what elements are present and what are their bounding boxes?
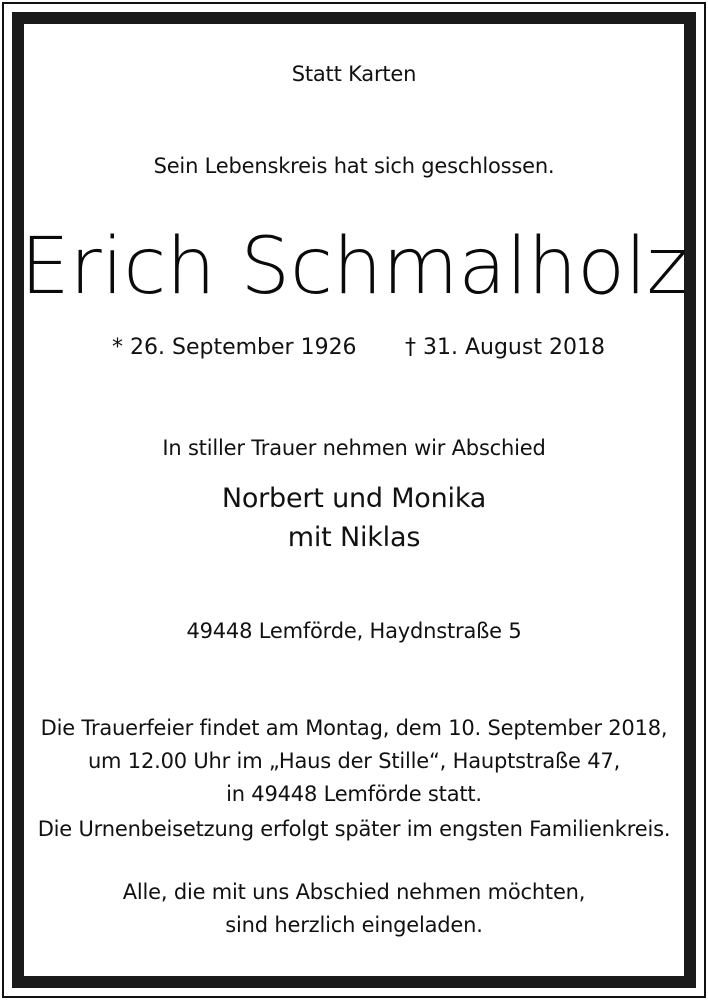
mourners-names-line2: mit Niklas <box>287 522 421 553</box>
closing-line-2: sind herzlich eingeladen. <box>225 913 483 937</box>
statt-karten-text: Statt Karten <box>291 62 417 86</box>
mourners-names: Norbert und Monika <box>221 483 487 514</box>
ceremony-line-1: Die Trauerfeier findet am Montag, dem 10. September 2018, <box>40 716 668 740</box>
birth-date: * 26. September 1926 <box>112 335 357 360</box>
deceased-name: Erich Schmalholz <box>20 222 688 312</box>
urn-burial-note: Die Urnenbeisetzung erfolgt später im engsten Familienkreis. <box>37 817 671 841</box>
mourning-intro: In stiller Trauer nehmen wir Abschied <box>162 436 546 460</box>
death-date: † 31. August 2018 <box>405 335 605 360</box>
mourners-address: 49448 Lemförde, Haydnstraße 5 <box>186 619 522 643</box>
motto-text: Sein Lebenskreis hat sich geschlossen. <box>153 154 555 178</box>
ceremony-line-3: in 49448 Lemförde statt. <box>226 782 482 806</box>
closing-line-1: Alle, die mit uns Abschied nehmen möchten, <box>122 880 586 904</box>
ceremony-line-2: um 12.00 Uhr im „Haus der Stille“, Hauptstraße 47, <box>87 749 621 773</box>
